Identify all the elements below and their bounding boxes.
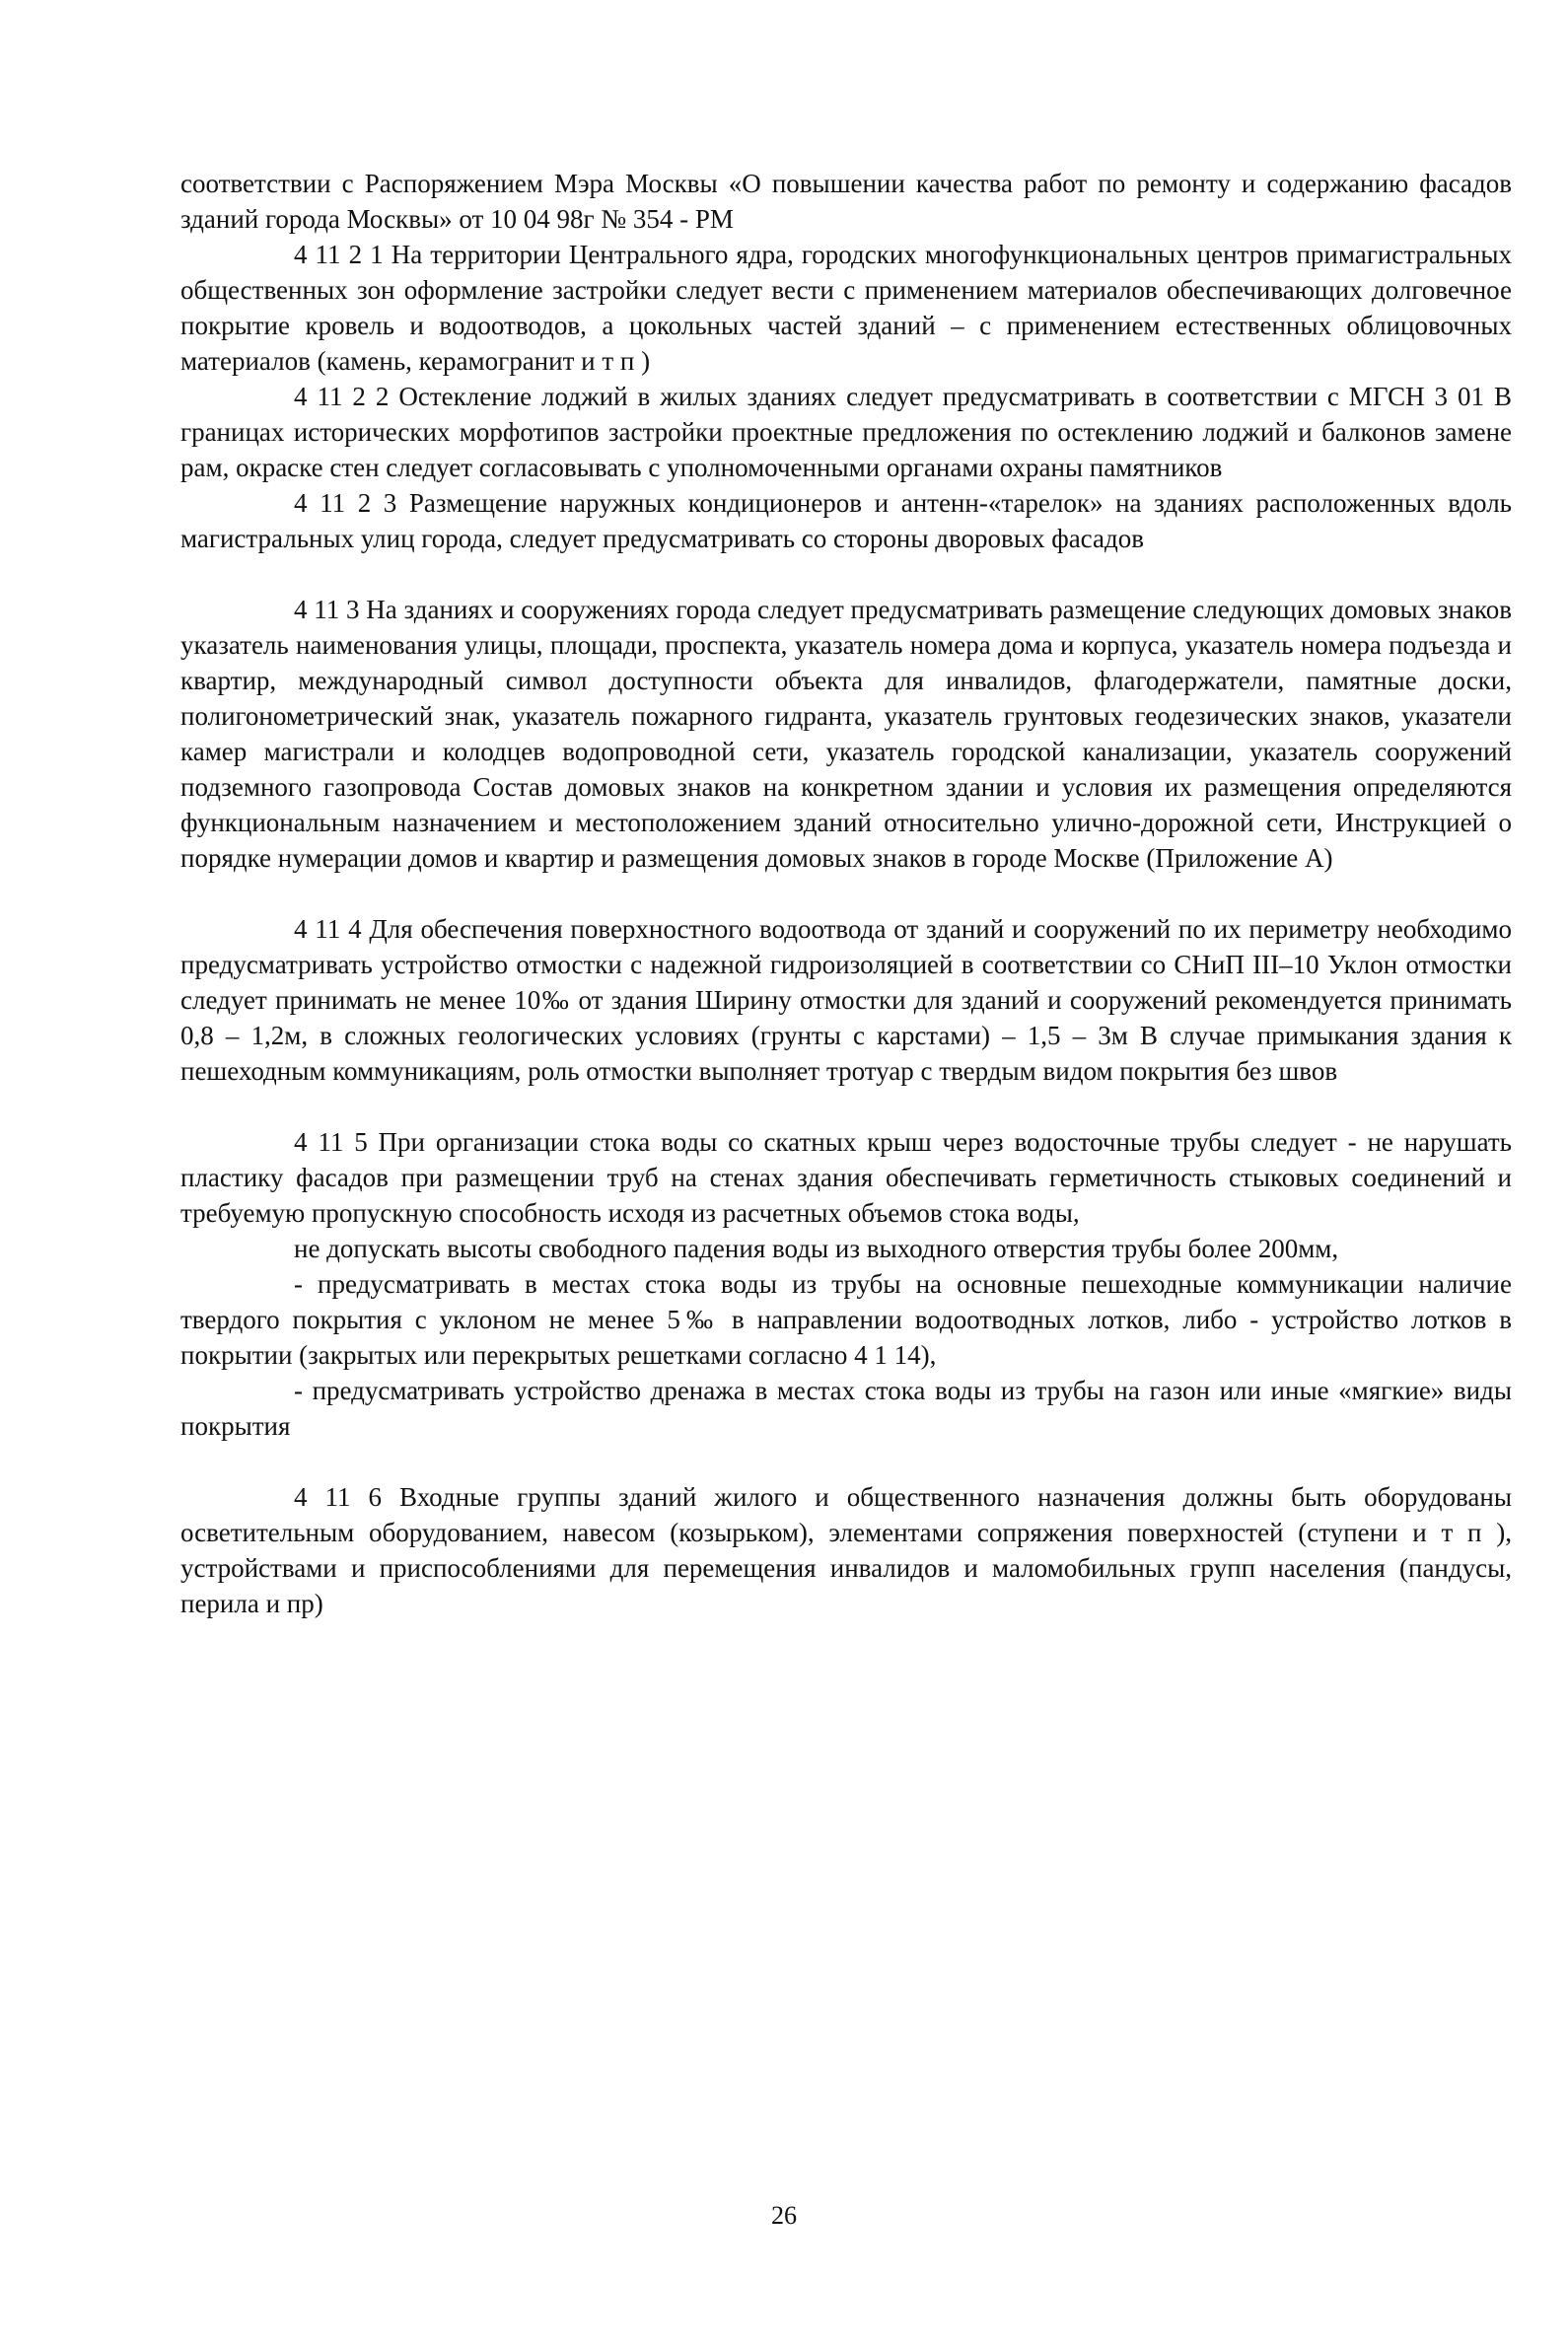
paragraph-4-11-2-3: 4 11 2 3 Размещение наружных кондиционеров и антенн-«тарелок» на зданиях расположенных вдоль магистральных улиц города, следует предусматривать со стороны дворовых фасадов xyxy=(180,488,1512,553)
body-text xyxy=(180,166,1512,1621)
paragraph-4-11-5-item-d: - предусматривать устройство дренажа в местах стока воды из трубы на газон или иные «мягкие» виды покрытия xyxy=(180,1376,1512,1441)
paragraph-4-11-3: 4 11 3 На зданиях и сооружениях города следует предусматривать размещение следующих домовых знаков указатель наименования улицы, площади, проспекта, указатель номера дома и корпуса, указатель номера подъезда и квартир, международный символ доступности объекта для инвалидов, флагодержатели, памятные доски, полигонометрический знак, указатель пожарного гидранта, указатель грунтовых геодезических знаков, указатели камер магистрали и колодцев водопроводной сети, указатель городской канализации, указатель сооружений подземного газопровода Состав домовых знаков на конкретном здании и условия их размещения определяются функциональным назначением и местоположением зданий относительно улично-дорожной сети, Инструкцией о порядке нумерации домов и квартир и размещения домовых знаков в городе Москве (Приложение А) xyxy=(180,595,1512,873)
paragraph-4-11-5-item-c: - предусматривать в местах стока воды из трубы на основные пешеходные коммуникации наличие твердого покрытия с уклоном не менее 5‰ в направлении водоотводных лотков, либо - устройство лотков в покрытии (закрытых или перекрытых решетками согласно 4 1 14), xyxy=(180,1269,1512,1370)
paragraph-4-11-4: 4 11 4 Для обеспечения поверхностного водоотвода от зданий и сооружений по их периметру необходимо предусматривать устройство отмостки с надежной гидроизоляцией в соответствии со СНиП III–10 Уклон отмостки следует принимать не менее 10‰ от здания Ширину отмостки для зданий и сооружений рекомендуется принимать 0,8 – 1,2м, в сложных геологических условиях (грунты с карстами) – 1,5 – 3м В случае примыкания здания к пешеходным коммуникациям, роль отмостки выполняет тротуар с твердым видом покрытия без швов xyxy=(180,914,1512,1086)
page-number: 26 xyxy=(771,2201,797,2230)
paragraph-4-11-5: 4 11 5 При организации стока воды со скатных крыш через водосточные трубы следует - не нарушать пластику фасадов при размещении труб на стенах здания обеспечивать герметичность стыковых соединений и требуемую пропускную способность исходя из расчетных объемов стока воды, xyxy=(180,1127,1512,1228)
paragraph-4-11-2-1: 4 11 2 1 На территории Центрального ядра, городских многофункциональных центров примагистральных общественных зон оформление застройки следует вести с применением материалов обеспечивающих долговечное покрытие кровель и водоотводов, а цокольных частей зданий – с применением естественных облицовочных материалов (камень, керамогранит и т п ) xyxy=(180,240,1512,376)
paragraph-intro: соответствии с Распоряжением Мэра Москвы «О повышении качества работ по ремонту и содержанию фасадов зданий города Москвы» от 10 04 98г № 354 - РМ xyxy=(180,169,1512,234)
paragraph-4-11-6: 4 11 6 Входные группы зданий жилого и общественного назначения должны быть оборудованы осветительным оборудованием, навесом (козырьком), элементами сопряжения поверхностей (ступени и т п ), устройствами и приспособлениями для перемещения инвалидов и маломобильных групп населения (пандусы, перила и пр) xyxy=(180,1482,1512,1618)
paragraph-4-11-5-item-b: не допускать высоты свободного падения воды из выходного отверстия трубы более 200мм, xyxy=(294,1234,1339,1263)
paragraph-4-11-2-2: 4 11 2 2 Остекление лоджий в жилых зданиях следует предусматривать в соответствии с МГСН 3 01 В границах исторических морфотипов застройки проектные предложения по остеклению лоджий и балконов замене рам, окраске стен следует согласовывать с уполномоченными органами охраны памятников xyxy=(180,382,1512,482)
